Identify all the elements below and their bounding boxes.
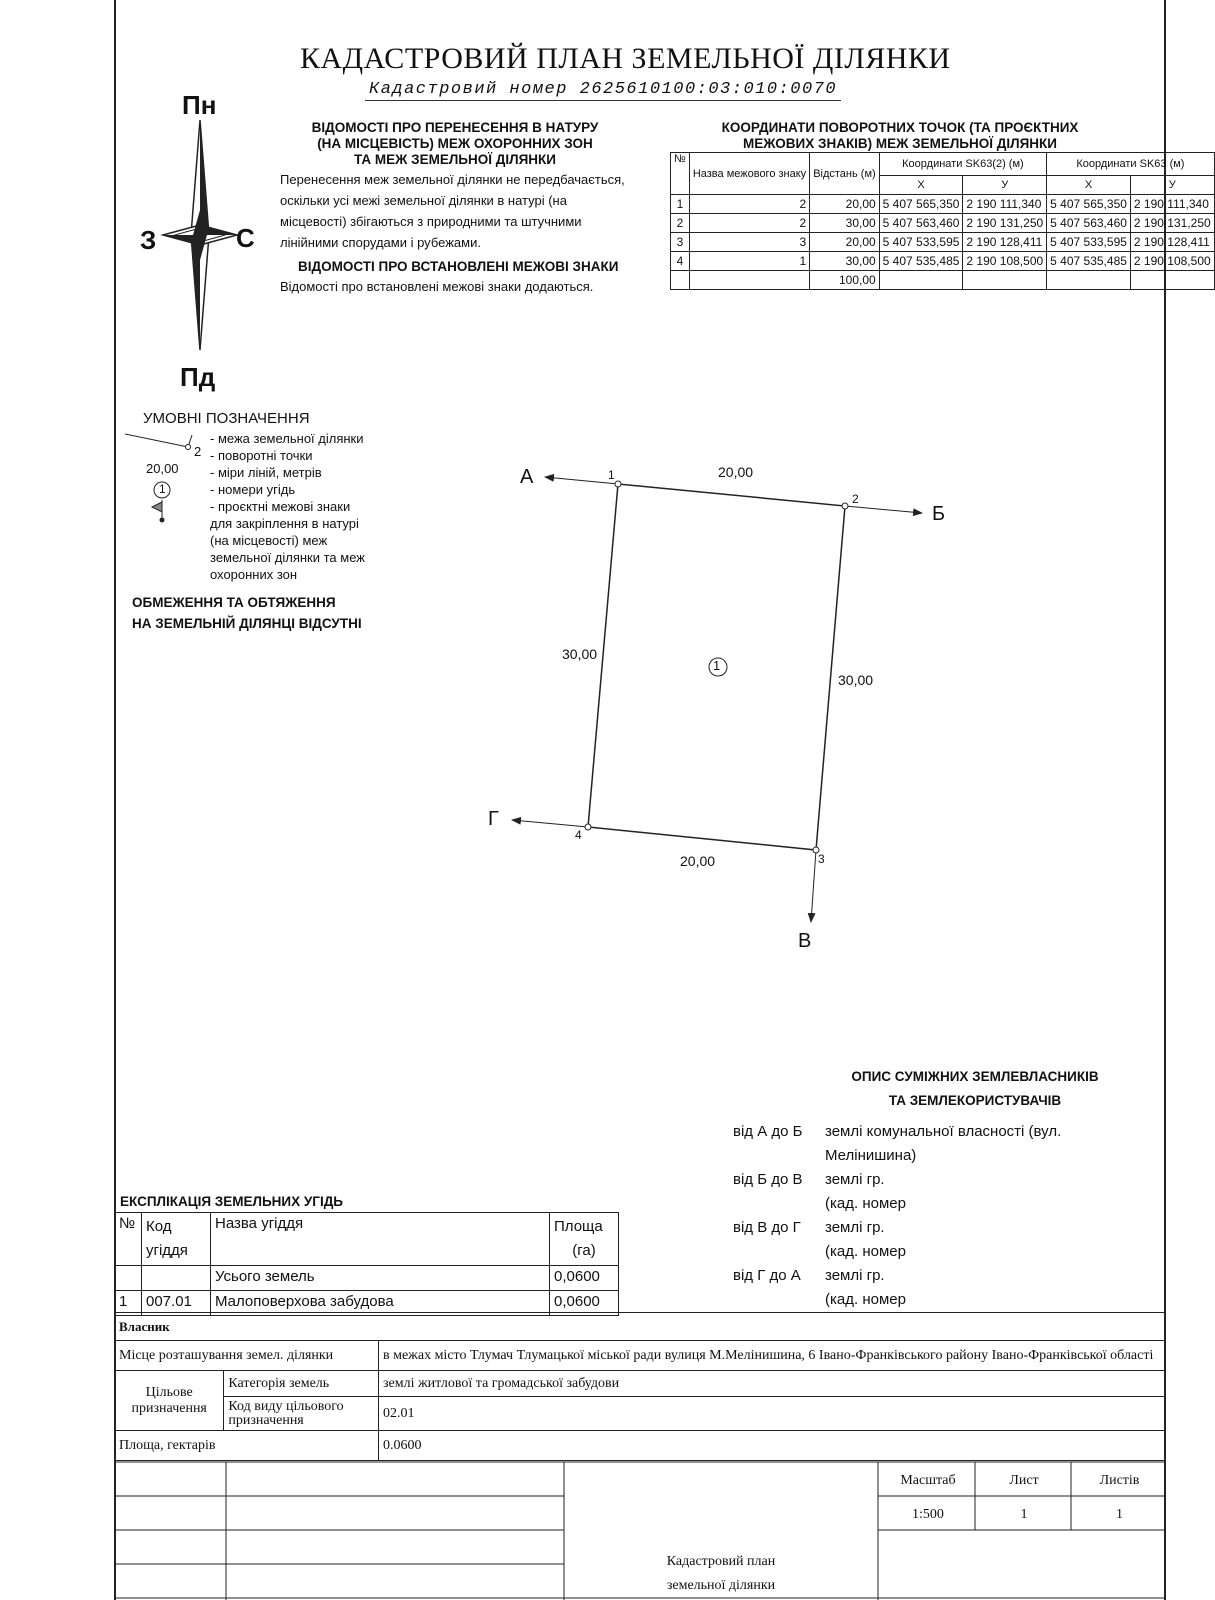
coords-cell: 2 — [671, 214, 690, 233]
cadastral-number: Кадастровий номер 2625610100:03:010:0070 — [365, 80, 841, 101]
coords-cell: 5 407 563,460 — [879, 214, 963, 233]
transfer-text-line3: місцевості) збігаються з природними та штучними — [280, 214, 582, 229]
explication-cell: 007.01 — [142, 1291, 211, 1316]
transfer-heading-line3: ТА МЕЖ ЗЕМЕЛЬНОЇ ДІЛЯНКИ — [354, 152, 556, 167]
direction-v-label: В — [798, 930, 812, 952]
side-left-length: 30,00 — [562, 646, 598, 662]
coords-cell: 5 407 533,595 — [1047, 233, 1131, 252]
neighbor-desc: (кад. номер — [825, 1243, 906, 1260]
neighbor-range: від А до Б — [733, 1123, 803, 1140]
neighbor-desc: землі комунальної власності (вул. — [825, 1123, 1062, 1140]
coords-cell: 2 190 108,500 — [1130, 252, 1214, 271]
coords-cell: 5 407 565,350 — [1047, 195, 1131, 214]
coords-x-header: X — [879, 176, 963, 195]
coords-col-dist: Відстань (м) — [810, 153, 879, 195]
neighbor-range: від В до Г — [733, 1219, 801, 1236]
owner-label: Власник — [115, 1313, 1166, 1341]
side-bottom-length: 20,00 — [680, 853, 716, 869]
neighbor-range: від Г до А — [733, 1267, 801, 1284]
area-value: 0.0600 — [379, 1431, 1166, 1461]
coords-col-sk63-2: Координати SK63(2) (м) — [879, 153, 1047, 176]
coords-cell: 5 407 533,595 — [879, 233, 963, 252]
legend-parcels: - номери угідь — [210, 482, 296, 497]
signs-heading: ВІДОМОСТІ ПРО ВСТАНОВЛЕНІ МЕЖОВІ ЗНАКИ — [298, 259, 619, 274]
legend-signs: (на місцевості) меж — [210, 533, 328, 548]
coords-cell: 20,00 — [810, 195, 879, 214]
document-title-line2: земельної ділянки — [666, 1578, 776, 1593]
coords-cell: 2 — [689, 214, 809, 233]
direction-b-arrow — [845, 506, 922, 513]
purpose-label: Цільове призначення — [115, 1371, 224, 1431]
table-row — [115, 1266, 619, 1291]
code-label: Код виду цільового призначення — [224, 1397, 379, 1431]
legend-parcel-sample: 1 — [159, 482, 166, 496]
compass-south-label: Пд — [180, 362, 216, 392]
explication-table — [114, 1212, 619, 1316]
scale-label: Масштаб — [900, 1473, 956, 1488]
transfer-text-line4: лінійними спорудами і рубежами. — [280, 235, 481, 250]
sheet-value: 1 — [1020, 1507, 1028, 1522]
area-label: Площа, гектарів — [115, 1431, 379, 1461]
list-item — [733, 1264, 1153, 1312]
coords-cell: 2 — [689, 195, 809, 214]
neighbor-range: від Б до В — [733, 1171, 803, 1188]
category-value: землі житлової та громадської забудови — [379, 1371, 1166, 1397]
coords-cell: 1 — [671, 195, 690, 214]
neighbors-heading-line1: ОПИС СУМІЖНИХ ЗЕМЛЕВЛАСНИКІВ — [851, 1069, 1099, 1084]
turning-point-2 — [842, 503, 848, 509]
explication-col-code-line1: Код — [146, 1218, 172, 1235]
coords-cell: 20,00 — [810, 233, 879, 252]
list-item — [733, 1168, 1153, 1216]
location-value: в межах місто Тлумач Тлумацької міської ради вулиця М.Мелінишина, 6 Івано-Франківського району Івано-Франківської області — [379, 1341, 1166, 1371]
explication-col-no: № — [115, 1213, 142, 1266]
legend-signs: земельної ділянки та меж — [210, 550, 365, 565]
point-1-label: 1 — [608, 468, 615, 482]
neighbor-desc: землі гр. — [825, 1219, 885, 1236]
coords-cell: 2 190 128,411 — [1130, 233, 1214, 252]
coords-heading-line1: КООРДИНАТИ ПОВОРОТНИХ ТОЧОК (ТА ПРОЄКТНИХ — [721, 120, 1079, 135]
coords-total: 100,00 — [810, 271, 879, 290]
legend-measure-sample: 20,00 — [146, 461, 179, 476]
explication-col-area — [550, 1213, 619, 1266]
signs-text: Відомості про встановлені межові знаки додаються. — [280, 279, 594, 294]
legend-point-number: 2 — [194, 444, 202, 459]
coords-heading-line2: МЕЖОВИХ ЗНАКІВ) МЕЖ ЗЕМЕЛЬНОЇ ДІЛЯНКИ — [743, 136, 1057, 151]
explication-cell: 0,0600 — [550, 1291, 619, 1316]
explication-cell: 1 — [115, 1291, 142, 1316]
document-title — [566, 1550, 876, 1598]
turning-point-4 — [585, 824, 591, 830]
list-item — [733, 1216, 1153, 1264]
neighbor-desc: (кад. номер — [825, 1195, 906, 1212]
legend-measures: - міри ліній, метрів — [210, 465, 322, 480]
legend-signs: для закріплення в натурі — [210, 516, 359, 531]
point-4-label: 4 — [575, 828, 582, 842]
explication-total-label: Усього земель — [211, 1266, 550, 1291]
code-value: 02.01 — [379, 1397, 1166, 1431]
neighbor-desc: землі гр. — [825, 1171, 885, 1188]
explication-col-code — [142, 1213, 211, 1266]
point-3-label: 3 — [818, 852, 825, 866]
coords-col-sk63: Координати SK63 (м) — [1047, 153, 1215, 176]
side-top-length: 20,00 — [718, 464, 754, 480]
legend-points: - поворотні точки — [210, 448, 313, 463]
coords-cell: 2 190 128,411 — [963, 233, 1047, 252]
coords-cell: 2 190 108,500 — [963, 252, 1047, 271]
scale-value: 1:500 — [912, 1507, 944, 1522]
coords-cell: 2 190 111,340 — [963, 195, 1047, 214]
legend-signs: охоронних зон — [210, 567, 298, 582]
explication-col-name: Назва угіддя — [211, 1213, 550, 1266]
list-item — [733, 1120, 1153, 1168]
title-block — [114, 1312, 1166, 1461]
neighbors-list — [733, 1120, 1153, 1312]
explication-col-area-line1: Площа — [554, 1218, 603, 1235]
transfer-heading-line1: ВІДОМОСТІ ПРО ПЕРЕНЕСЕННЯ В НАТУРУ — [311, 120, 599, 135]
explication-col-code-line2: угіддя — [146, 1242, 188, 1259]
sheets-value: 1 — [1116, 1507, 1123, 1522]
coords-y-header: У — [963, 176, 1047, 195]
explication-cell — [142, 1266, 211, 1291]
sheet-label: Лист — [1009, 1473, 1039, 1488]
coords-cell: 1 — [689, 252, 809, 271]
coords-y-header: У — [1130, 176, 1214, 195]
explication-total-area: 0,0600 — [550, 1266, 619, 1291]
neighbor-desc: Мелінишина) — [825, 1147, 917, 1164]
parcel-number: 1 — [713, 658, 721, 673]
explication-heading: ЕКСПЛІКАЦІЯ ЗЕМЕЛЬНИХ УГІДЬ — [120, 1194, 344, 1209]
coords-cell: 2 190 131,250 — [963, 214, 1047, 233]
restrictions-line1: ОБМЕЖЕННЯ ТА ОБТЯЖЕННЯ — [132, 595, 336, 610]
transfer-text-line2: оскільки усі межі земельної ділянки в натурі (на — [280, 193, 567, 208]
coords-cell: 5 407 565,350 — [879, 195, 963, 214]
restrictions-line2: НА ЗЕМЕЛЬНІЙ ДІЛЯНЦІ ВІДСУТНІ — [132, 616, 362, 631]
coords-col-no: № — [671, 153, 690, 195]
legend-boundary: - межа земельної ділянки — [210, 431, 364, 446]
transfer-heading-line2: (НА МІСЦЕВІСТЬ) МЕЖ ОХОРОННИХ ЗОН — [317, 136, 593, 151]
explication-cell: Малоповерхова забудова — [211, 1291, 550, 1316]
turning-point-1 — [615, 481, 621, 487]
coords-cell: 5 407 535,485 — [1047, 252, 1131, 271]
direction-v-arrow — [811, 850, 816, 922]
coords-cell: 3 — [671, 233, 690, 252]
direction-b-label: Б — [932, 503, 946, 525]
direction-g-label: Г — [488, 808, 499, 830]
coords-cell: 30,00 — [810, 214, 879, 233]
coords-col-name: Назва межового знаку — [689, 153, 809, 195]
legend-heading: УМОВНІ ПОЗНАЧЕННЯ — [143, 410, 310, 427]
coords-cell: 4 — [671, 252, 690, 271]
neighbor-desc: землі гр. — [825, 1267, 885, 1284]
location-label: Місце розташування земел. ділянки — [115, 1341, 379, 1371]
coords-cell: 2 190 111,340 — [1130, 195, 1214, 214]
coords-cell: 5 407 535,485 — [879, 252, 963, 271]
document-title-line1: Кадастровий план — [666, 1554, 776, 1569]
compass-west-label: З — [140, 225, 157, 255]
transfer-text-line1: Перенесення меж земельної ділянки не передбачається, — [280, 172, 625, 187]
neighbors-heading-line2: ТА ЗЕМЛЕКОРИСТУВАЧІВ — [888, 1093, 1062, 1108]
coords-cell: 3 — [689, 233, 809, 252]
coords-cell: 30,00 — [810, 252, 879, 271]
sheets-label: Листів — [1099, 1473, 1140, 1488]
category-label: Категорія земель — [224, 1371, 379, 1397]
explication-col-area-line2: (га) — [572, 1242, 596, 1259]
coords-cell: 5 407 563,460 — [1047, 214, 1131, 233]
legend-signs: - проєктні межові знаки — [210, 499, 351, 514]
point-2-label: 2 — [852, 492, 859, 506]
direction-a-label: А — [520, 466, 534, 488]
neighbor-desc: (кад. номер — [825, 1291, 906, 1308]
compass-east-label: С — [236, 223, 255, 253]
coords-x-header: X — [1047, 176, 1131, 195]
direction-g-arrow — [512, 820, 588, 827]
page-title: КАДАСТРОВИЙ ПЛАН ЗЕМЕЛЬНОЇ ДІЛЯНКИ — [300, 42, 951, 75]
explication-cell — [115, 1266, 142, 1291]
neighbors-heading — [830, 1065, 1120, 1113]
compass-north-label: Пн — [182, 90, 217, 120]
coords-cell: 2 190 131,250 — [1130, 214, 1214, 233]
side-right-length: 30,00 — [838, 672, 874, 688]
